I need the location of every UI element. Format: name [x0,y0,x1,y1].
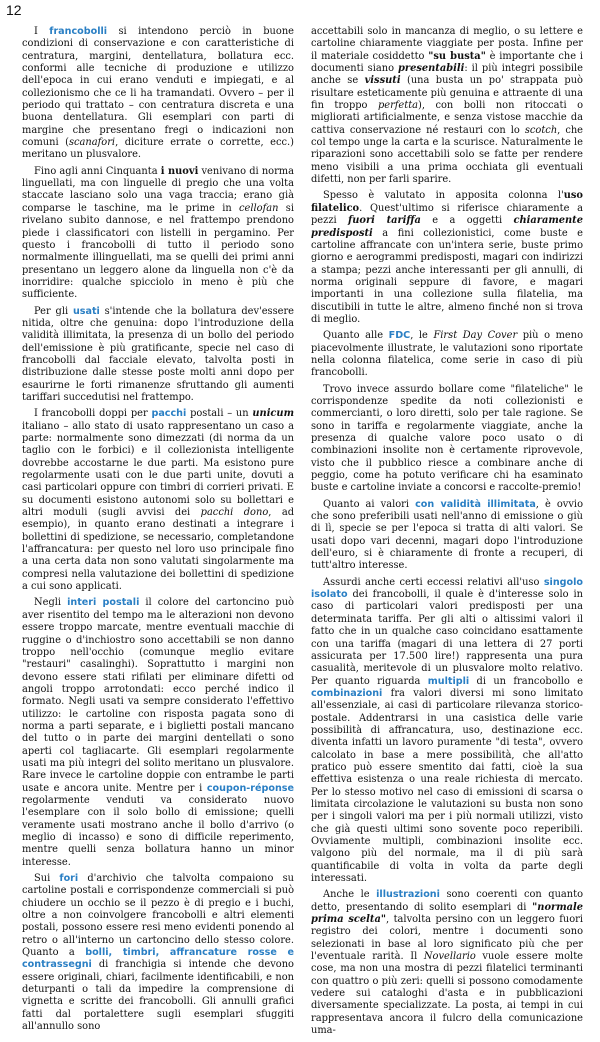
paragraph-francobolli [22,26,294,162]
bold-run: "su busta" [428,50,486,62]
keyword-validita-illimitata: con validità illimitata [415,498,536,510]
paragraph-filateliche [311,384,583,495]
text-run: , ad esempio), in quanto erano destinati a integrare i bollettini di spedizione, se necessario, completandone l'affrancatura: per questo nel loro uso principale fino a una certa data non sono valutati singolarmente ma compresi nella valutazione dei bollettini di spedizione a cui sono applicati. [22,507,294,593]
text-run: s'intende che la bollatura dev'essere nitida, oltre che genuina: dopo l'introduzione della validità illimitata, la presenza di un bollo del periodo dell'emissione è più gratificante, specie nel caso di francobolli dal facciale elevato, talvolta posti in distribuzione dalle stesse poste molti anni dopo per esaurirne le forti rimanenze sfruttando gli aumenti tariffari succedutisi nel frattempo. [22,305,294,403]
paragraph-interi-postali [22,597,294,869]
bold-run: i nuovi [160,165,199,177]
text-run: I [34,26,50,37]
text-run: accettabili solo in mancanza di meglio, o su lettere e cartoline chiaramente viaggiate per posta. Infine per il materiale cosiddetto [311,26,583,62]
keyword-singolo-isolato: singolo isolato [311,576,583,601]
paragraph-pacchi [22,408,294,593]
text-run: , le [410,330,434,342]
keyword-usati: usati [72,305,100,317]
paragraph-usati [22,306,294,405]
text-run: si rivelano subito dannose, e nel frattempo prendono piede i classificatori con listelli in pergamino. Per questo i francobolli di tutto il periodo sono normalmente illinguellati, ma se quelli dei primi anni presentano un leggero alone da linguella non c'è da inorridire: qualche spicciolo in meno è più che sufficiente. [22,202,294,301]
italic-run: Novellario [423,951,476,963]
italic-run: vissuti [364,75,401,87]
text-run: Quanto ai valori [323,498,416,510]
text-run: dei francobolli, il quale è d'interesse solo in caso di particolari valori predisposti per una determinata tariffa. Per gli alti o altissimi valori il fatto che in un qualche caso coincidano esattamente con una tariffa (magari di una lettera di 27 porti assicurata per 17.500 lire!) rappresenta una pura casualità, meritevole di un plusvalore molto relativo. Per quanto riguarda [311,589,583,687]
text-run: postali – un [186,408,253,420]
text-run: , diciture errate o corrette, ecc.) meritano un plusvalore. [22,137,294,161]
text-run: , è ovvio che sono preferibili usati nell'anno di emissione o giù di lì, specie se per l'epoca si tratta di alti valori. Se usati dopo vari decenni, magari dopo l'introduzione dell'euro, si è chiaramente di fronte a recuperi, di tutt'altro interesse. [311,498,583,572]
text-run: sono coerenti con quanto detto, presentando di solito esemplari di [311,889,583,913]
text-run: venivano di norma linguellati, ma con linguelle di pregio che una volta staccate lasciano solo una vaga traccia; erano già comparse le taschine, ma le prime in [22,165,294,214]
text-run: ), con bolli non ritoccati o migliorati artificialmente, e senza vistose macchie da cattiva conservazione né restauri con lo [311,100,583,136]
keyword-illustrazioni: illustrazioni [376,889,440,901]
text-run: il colore del cartoncino può aver risentito del tempo ma le alterazioni non devono essere troppo marcate, mentre eventuali macchie di ruggine o d'inchiostro sono accettabili se non danno troppo nell'occhio (comunque meglio evitare "restauri" casalinghi). Soprattutto i margini non devono essere stati rifilati per eliminare difetti od angoli troppo arrotondati: ecco perché indico il formato. Negli usati va sempre considerato l'effettivo utilizzo: le cartoline con risposta pagata sono di norma a parti separate, e i biglietti postali mancano del tutto o in parte dei margini dentellati o sono aperti col tagliacarte. Gli esemplari regolarmente usati ma più integri del solito meritano un plusvalore. Rare invece le cartoline doppie con entrambe le parti usate e ancora unite. Mentre per i [22,597,294,794]
keyword-fdc: FDC [388,330,411,342]
text-run: : il più integri possibile anche se [311,63,584,87]
paragraph-singolo-isolato [311,577,583,886]
right-column [311,26,583,1042]
italic-run: perfetta [377,100,419,112]
keyword-interi-postali: interi postali [67,597,140,609]
page-number: 12 [6,2,22,18]
text-run: Assurdi anche certi eccessi relativi all'uso [323,576,544,588]
bold-run: uso filatelico [311,190,583,214]
text-run: si intendono perciò in buone condizioni di conservazione e con caratteristiche di centratura, margini, dentellatura, bollatura ecc. conformi alle tecniche di produzione e utilizzo dell'epoca in cui erano venduti e impiegati, e al collezionismo che ce li ha tramandati. Ovvero – per il periodo qui trattato – con centratura discreta e una buona dentellatura. Gli esemplari con parti di margine che presentano fregi o indicazioni non comuni ( [22,26,294,149]
italic-run: presentabili [398,63,465,75]
italic-run: scotch [524,124,558,136]
text-run: Fino agli anni Cinquanta [34,165,161,177]
left-column [22,26,294,1038]
paragraph-uso-filatelico [311,190,583,326]
text-run: regolarmente venduti va considerato nuovo l'esemplare con il solo bollo di emissione; quelli veramente usati mostrano anche il bollo d'arrivo (o meglio di incasso) e sono di difficile reperimento, mentre quelli senza bollatura hanno un minor interesse. [22,794,294,868]
text-run: Anche le [323,889,377,901]
italic-run: First Day Cover [433,330,518,342]
text-run: a fini collezionistici, come buste e cartoline affrancate con un'intera serie, buste primo giorno e aerogrammi predisposti, magari con indirizzi a stampa; pezzi anche interessanti per gli annulli, di norma originali seppure di favore, e magari importanti in una collezione sulla filatelia, ma discutibili in tutte le altre, almeno finché non si trova di meglio. [311,227,583,325]
text-run: , talvolta persino con un leggero fuori registro dei colori, mentre i documenti sono selezionati in base al loro significato più che per l'eventuale rarità. Il [311,914,583,963]
text-run: vuole essere molte cose, ma non una mostra di pezzi filatelici terminanti con quattro o più zeri: quelli si possono comodamente vedere sui cataloghi d'asta e in pubblicazioni diversamente specializzate. La posta, ai tempi in cui rappresentava ancora il fulcro della comunicazione uma- [311,951,583,1037]
text-run: I francobolli doppi per [34,408,152,420]
text-run: Negli [34,597,68,609]
keyword-pacchi: pacchi [151,408,187,420]
keyword-bolli-timbri: bolli, timbri, affrancature rosse e contrassegni [22,947,294,971]
paragraph-su-busta [311,26,583,186]
text-run: Quanto alle [323,330,389,342]
text-run: più o meno piacevolmente illustrate, le valutazioni sono riportate nella colonna filatelica, come serie in caso di più francobolli. [311,330,584,379]
text-run: è importante che i documenti siano [311,50,584,75]
italic-run: pacchi dono [200,507,269,519]
text-run: italiano – allo stato di usato rappresentano un caso a parte: normalmente sono dimezzati (di norma da un taglio con le forbici) e il collezionista intelligente dovrebbe accostarne le due parti. Ma esistono pure regolarmente usati con le due parti unite, dovuti a casi particolari oppure con timbri di corrieri privati. E su documenti esistono autonomi solo su bollettari e altri moduli (sugli avvisi dei [22,420,294,519]
text-run: e a oggetti [420,215,514,227]
keyword-multipli: multipli [427,675,470,687]
keyword-francobolli: francobolli [49,26,108,37]
text-run: di un francobollo e [469,675,583,687]
paragraph-illustrazioni [311,889,583,1037]
italic-run: chiaramente predisposti [311,215,583,239]
keyword-fori: fori [59,873,79,885]
text-run: Trovo invece assurdo bollare come "filateliche" le corrispondenze spedite da noti collezionisti e commercianti, o loro diretti, solo per tale ragione. Se sono in tariffa e regolarmente viaggiate, anche la presenza di qualche valore poco usato o di combinazioni insolite non è certamente riprovevole, visto che il pubblico riesce a combinare anche di peggio, come ha potuto verificare chi ha esaminato buste e cartoline inviate a concorsi e raccolte-premio! [311,383,583,494]
text-run: Spesso è valutato in apposita colonna l' [323,190,564,202]
text-run: di franchigia si intende che devono essere originali, chiari, facilmente identificabili, e non deturpanti o tali da impedire la comprensione di vignetta e scritte dei francobolli. Gli annulli grafici fatti dal portalettere sugli esemplari sfuggiti all'annullo sono [22,959,294,1033]
paragraph-validita-illimitata [311,499,583,573]
text-run: fra valori diversi mi sono limitato all'essenziale, ai casi di particolare rilevanza storico-postale. Addentrarsi in una casistica delle varie possibilità di affrancatura, uso, destinazione ecc. diventa infatti un lavoro puramente "di testa", ovvero calcolato in base a mere possibilità, che all'atto pratico può essere smentito dai fatti, cioè la sua effettiva esistenza o una reale richiesta di mercato. Per lo stesso motivo nel caso di emissioni di scarsa o limitata circolazione le valutazioni su busta non sono per i singoli valori ma per i più normali utilizzi, visto che già questi ultimi sono sovente poco reperibili. Ovviamente multipli, combinazioni insolite ecc. valgono più del normale, ma il di più sarà quantificabile di volta in volta da parte degli interessati. [311,687,583,885]
text-run: (una busta un po' strappata può risultare esteticamente più genuina e attraente di una fin troppo [311,75,583,112]
text-run: Per gli [34,305,73,317]
paragraph-nuovi [22,166,294,302]
text-run: . Quest'ultimo si riferisce chiaramente a pezzi [311,202,583,227]
paragraph-fdc [311,330,583,379]
keyword-coupon-reponse: coupon-réponse [206,782,294,794]
text-run: , che col tempo unge la carta e la scurisce. Naturalmente le riparazioni sono accettabili solo se fatte per rendere meno visibili a una prima occhiata gli eventuali difetti, non per farli sparire. [311,124,584,186]
italic-run: scanafori [68,137,116,149]
italic-run: unicum [252,408,294,420]
text-run: d'archivio che talvolta compaiono su cartoline postali e corrispondenze commerciali si può chiudere un occhio se il pezzo è di pregio e i buchi, oltre a non coinvolgere francobolli e altri elementi postali, possono essere resi meno evidenti ponendo al retro o all'interno un cartoncino dello stesso colore. Quanto a [22,873,294,959]
keyword-combinazioni: combinazioni [311,687,383,699]
italic-run: fuori tariffa [348,215,421,227]
text-run: Sui [34,873,60,885]
italic-run: "normale prima scelta" [311,901,583,926]
italic-run: cellofan [239,202,279,214]
paragraph-fori [22,873,294,1033]
